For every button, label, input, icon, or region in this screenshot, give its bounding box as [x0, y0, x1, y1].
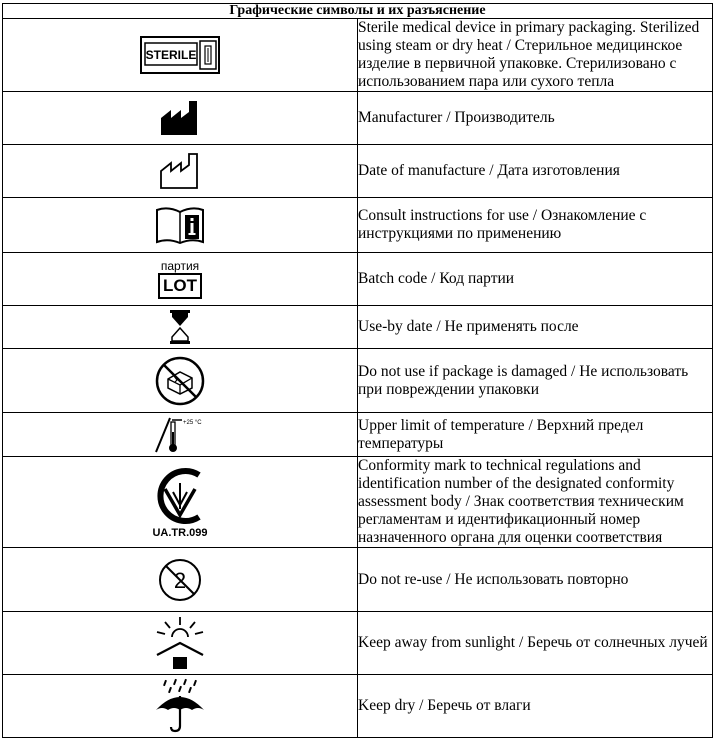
- table-row: [3, 457, 713, 548]
- sterile-steam-icon: [140, 36, 220, 74]
- manufacturer-icon: [159, 100, 201, 136]
- keep-dry-icon: [152, 678, 208, 734]
- table-row: [3, 253, 713, 306]
- icon-cell: [3, 457, 358, 548]
- table-row: [3, 145, 713, 198]
- table-title: Графические символы и их разъяснение: [3, 4, 713, 19]
- lot-icon: [3, 260, 357, 299]
- hourglass-icon: [168, 309, 192, 345]
- conformity-id: UA.TR.099: [152, 527, 208, 539]
- icon-cell: [3, 92, 358, 145]
- damaged-package-icon: [154, 355, 206, 407]
- description: Consult instructions for use / Ознакомление с инструкциями по применению: [358, 198, 713, 253]
- icon-cell: [3, 306, 358, 349]
- description: Upper limit of temperature / Верхний предел температуры: [358, 413, 713, 457]
- description: Sterile medical device in primary packaging. Sterilized using steam or dry heat / Стерильное медицинское изделие в первичной упаковке. Стерилизовано с использованием пара или сухого тепла: [358, 19, 713, 92]
- icon-cell: [3, 19, 358, 92]
- reuse-number: 2: [173, 567, 187, 593]
- table-row: [3, 306, 713, 349]
- trident-check-icon: [149, 465, 211, 527]
- do-not-reuse-icon: [157, 557, 203, 603]
- table-row: [3, 92, 713, 145]
- table-row: [3, 19, 713, 92]
- icon-cell: [3, 413, 358, 457]
- table-title-row: [3, 4, 713, 19]
- description: Use-by date / Не применять после: [358, 306, 713, 349]
- description: Date of manufacture / Дата изготовления: [358, 145, 713, 198]
- lot-label: LOT: [158, 273, 202, 299]
- lot-caption: партия: [160, 258, 200, 273]
- description: Keep away from sunlight / Беречь от солнечных лучей: [358, 612, 713, 675]
- icon-cell: [3, 198, 358, 253]
- description: Do not use if package is damaged / Не использовать при повреждении упаковки: [358, 349, 713, 413]
- table-row: [3, 413, 713, 457]
- conformity-mark-icon: [3, 465, 357, 539]
- icon-cell: [3, 349, 358, 413]
- table-row: [3, 548, 713, 612]
- thermometer-icon: [150, 416, 210, 454]
- icon-cell: [3, 612, 358, 675]
- description: Batch code / Код партии: [358, 253, 713, 306]
- icon-cell: [3, 548, 358, 612]
- sterile-text: STERILE: [145, 48, 197, 62]
- symbols-table: [2, 3, 713, 738]
- table-row: [3, 349, 713, 413]
- description: Manufacturer / Производитель: [358, 92, 713, 145]
- consult-instructions-icon: [155, 206, 205, 244]
- description: Conformity mark to technical regulations and identification number of the designated conformity assessment body / Знак соответствия техническим регламентам и идентификационный номер назначенного органа для оценки соответствия: [358, 457, 713, 548]
- description: Do not re-use / Не использовать повторно: [358, 548, 713, 612]
- icon-cell: [3, 145, 358, 198]
- keep-away-sunlight-icon: [151, 615, 209, 671]
- table-row: [3, 612, 713, 675]
- table-row: [3, 198, 713, 253]
- table-row: [3, 675, 713, 738]
- date-of-manufacture-icon: [159, 153, 201, 189]
- icon-cell: [3, 253, 358, 306]
- icon-cell: [3, 675, 358, 738]
- description: Keep dry / Беречь от влаги: [358, 675, 713, 738]
- temperature-label: +25 °C: [183, 419, 202, 426]
